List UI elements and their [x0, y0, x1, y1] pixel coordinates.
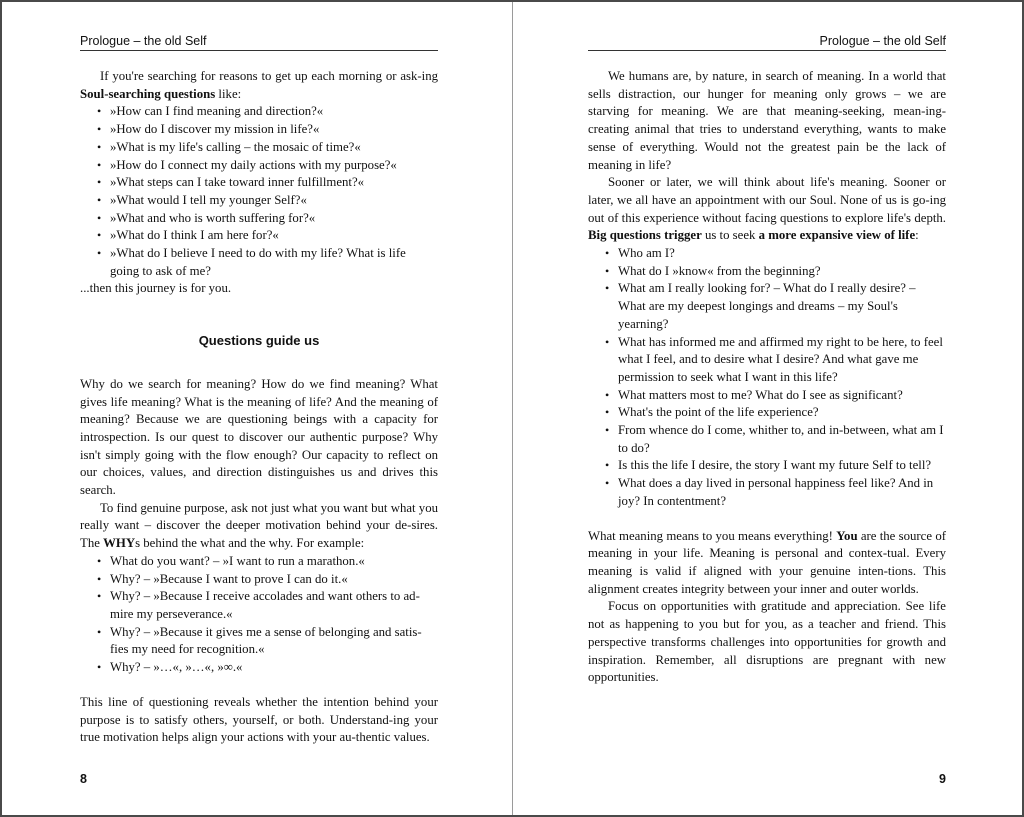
list-item: • »What do I believe I need to do with my life? What is life going to ask of me? [110, 245, 438, 280]
running-head: Prologue – the old Self [80, 34, 438, 51]
list-item: • Is this the life I desire, the story I want my future Self to tell? [618, 457, 946, 475]
list-item: • Why? – »…«, »…«, »∞.« [110, 659, 438, 677]
list-item: • Who am I? [618, 245, 946, 263]
gutter-divider [512, 2, 513, 815]
list-item: • »What do I think I am here for?« [110, 227, 438, 245]
paragraph: We humans are, by nature, in search of meaning. In a world that sells distraction, our hunger for meaning only grows – we are starving for meaning. We are that meaning-seeking, mean-ing-creating animal that tries to understand everything, wants to make sense of everything. Would not the greatest pain be the lack of meaning in life? [588, 69, 946, 172]
list-item: • »What is my life's calling – the mosaic of time?« [110, 139, 438, 157]
right-page [588, 2, 946, 815]
list-item: • What do you want? – »I want to run a marathon.« [110, 553, 438, 571]
page-body [80, 68, 438, 747]
left-page [80, 2, 438, 815]
page-number: 9 [939, 772, 946, 786]
list-item: • »How can I find meaning and direction?« [110, 103, 438, 121]
list-item: • What do I »know« from the beginning? [618, 263, 946, 281]
paragraph: Sooner or later, we will think about life's meaning. Sooner or later, we all have an appointment with our Soul. None of us is go-ing out of this experience without facing questions to explore life's depth. Big questions trigger us to seek a more expansive view of life: [588, 175, 946, 243]
list-item: • What am I really looking for? – What do I really desire? – What are my deepest longings and dreams – my Soul's yearning? [618, 280, 946, 333]
list-item: • »What and who is worth suffering for?« [110, 210, 438, 228]
paragraph: To find genuine purpose, ask not just what you want but what you really want – discover the deeper motivation behind your de-sires. The WHYs behind the what and the why. For example: [80, 500, 438, 551]
list-item: • What matters most to me? What do I see as significant? [618, 387, 946, 405]
list-item: • What's the point of the life experience? [618, 404, 946, 422]
intro-paragraph: If you're searching for reasons to get up each morning or ask-ing Soul-searching questions like: [80, 69, 438, 101]
paragraph: Why do we search for meaning? How do we find meaning? What gives life meaning? What is the meaning of life? And the meaning of meaning? Because we are questioning beings with a capacity for introspection. Is our quest to discover our authentic purpose? Why isn't simply going with the flow enough? Our capacity to reflect on our choices, values, and direction distinguishes us and drives this search. [80, 376, 438, 498]
list-item: • What does a day lived in personal happiness feel like? And in joy? In contentment? [618, 475, 946, 510]
paragraph-gap [80, 677, 438, 694]
why-list [80, 553, 438, 677]
list-item: • »What steps can I take toward inner fulfillment?« [110, 174, 438, 192]
page-number: 8 [80, 772, 87, 786]
list-item: • Why? – »Because I want to prove I can do it.« [110, 571, 438, 589]
paragraph: This line of questioning reveals whether the intention behind your purpose is to satisfy others, yourself, or both. Understand-ing your true motivation helps align your actions with your au-thentic values. [80, 694, 438, 745]
paragraph: Focus on opportunities with gratitude and appreciation. See life not as happening to you but for you, as a teacher and friend. This perspective transforms challenges into opportunities for growth and inspiration. Remember, all disruptions are pregnant with new opportunities. [588, 599, 946, 685]
journey-line: ...then this journey is for you. [80, 281, 232, 296]
list-item: • Why? – »Because it gives me a sense of belonging and satis-fies my need for recognition.« [110, 624, 438, 659]
soul-questions-list [80, 103, 438, 280]
paragraph: What meaning means to you means everything! You are the source of meaning in your life. Meaning is personal and contex-tual. Every meaning is valid if aligned with your genuine inten-tions. This alignment creates integrity between your inner and outer worlds. [588, 528, 946, 596]
list-item: • »How do I connect my daily actions with my purpose?« [110, 157, 438, 175]
list-item: • Why? – »Because I receive accolades and want others to ad-mire my perseverance.« [110, 588, 438, 623]
list-item: • From whence do I come, whither to, and in-between, what am I to do? [618, 422, 946, 457]
running-head: Prologue – the old Self [588, 34, 946, 51]
page-body [588, 68, 946, 687]
list-item: • »What would I tell my younger Self?« [110, 192, 438, 210]
section-heading: Questions guide us [198, 333, 320, 349]
list-item: • »How do I discover my mission in life?« [110, 121, 438, 139]
paragraph-gap [588, 511, 946, 528]
list-item: • What has informed me and affirmed my right to be here, to feel what I feel, and to desire what I desire? And what gave me permission to seek what I want in this life? [618, 334, 946, 387]
big-questions-list [588, 245, 946, 511]
